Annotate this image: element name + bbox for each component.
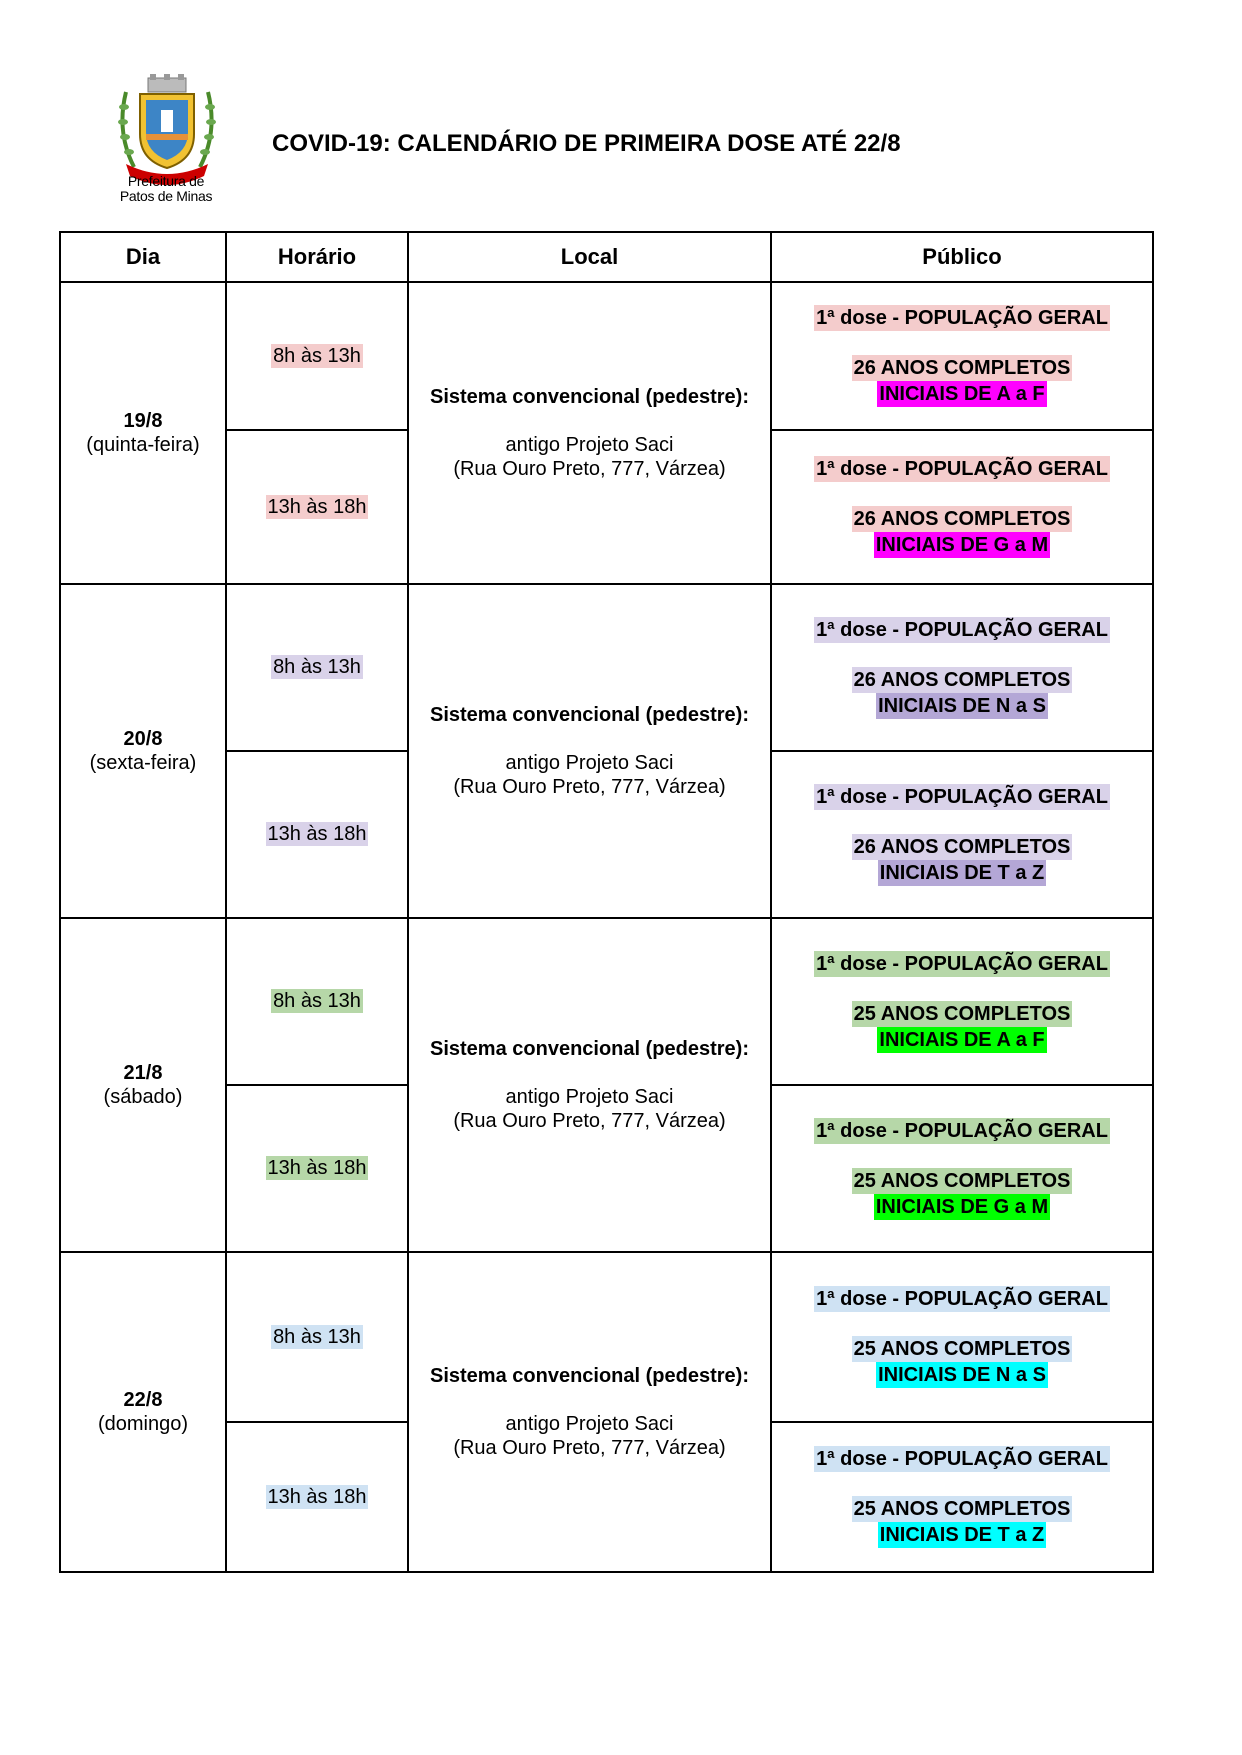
location-cell	[408, 282, 771, 584]
dose-label: 1ª dose - POPULAÇÃO GERAL	[816, 785, 1108, 808]
age-label: 26 ANOS COMPLETOS	[853, 835, 1071, 858]
dose-label: 1ª dose - POPULAÇÃO GERAL	[816, 1288, 1108, 1310]
day-cell	[60, 918, 226, 1252]
audience-cell	[771, 1085, 1153, 1252]
location-name: antigo Projeto Saci	[505, 751, 674, 774]
day-weekday: (sexta-feira)	[89, 752, 197, 774]
location-address: (Rua Ouro Preto, 777, Várzea)	[453, 457, 726, 480]
day-cell	[60, 584, 226, 918]
age-label: 25 ANOS COMPLETOS	[853, 1169, 1071, 1192]
audience-cell	[771, 282, 1153, 430]
location-cell	[408, 584, 771, 918]
time-cell	[226, 1422, 408, 1572]
time-slot: 13h às 18h	[267, 823, 367, 845]
age-label: 26 ANOS COMPLETOS	[853, 508, 1071, 530]
time-slot: 13h às 18h	[267, 1485, 367, 1508]
table-row	[60, 1252, 1153, 1422]
location-system: Sistema convencional (pedestre):	[430, 1364, 749, 1387]
day-date: 22/8	[123, 1389, 163, 1411]
dose-label: 1ª dose - POPULAÇÃO GERAL	[816, 1448, 1108, 1470]
location-system: Sistema convencional (pedestre):	[430, 1037, 749, 1060]
time-slot: 8h às 13h	[273, 990, 361, 1012]
age-label: 25 ANOS COMPLETOS	[853, 1002, 1071, 1025]
time-slot: 8h às 13h	[273, 1325, 361, 1348]
audience-cell	[771, 751, 1153, 918]
audience-cell	[771, 584, 1153, 751]
dose-label: 1ª dose - POPULAÇÃO GERAL	[816, 952, 1108, 975]
dose-label: 1ª dose - POPULAÇÃO GERAL	[816, 618, 1108, 641]
initials-label: INICIAIS DE A a F	[879, 1028, 1045, 1051]
age-label: 25 ANOS COMPLETOS	[853, 1498, 1071, 1520]
initials-label: INICIAIS DE T a Z	[879, 861, 1045, 884]
location-cell	[408, 1252, 771, 1572]
column-header-local: Local	[408, 232, 771, 282]
day-cell	[60, 1252, 226, 1572]
column-header-dia: Dia	[60, 232, 226, 282]
day-cell	[60, 282, 226, 584]
dose-label: 1ª dose - POPULAÇÃO GERAL	[816, 307, 1108, 329]
time-cell	[226, 918, 408, 1085]
time-slot: 13h às 18h	[267, 1157, 367, 1179]
audience-cell	[771, 918, 1153, 1085]
age-label: 26 ANOS COMPLETOS	[853, 357, 1071, 379]
table-row	[60, 918, 1153, 1085]
location-cell	[408, 918, 771, 1252]
location-address: (Rua Ouro Preto, 777, Várzea)	[453, 1109, 726, 1132]
day-weekday: (sábado)	[103, 1086, 183, 1108]
location-address: (Rua Ouro Preto, 777, Várzea)	[453, 775, 726, 798]
dose-label: 1ª dose - POPULAÇÃO GERAL	[816, 458, 1108, 480]
time-cell	[226, 282, 408, 430]
time-slot: 8h às 13h	[273, 656, 361, 678]
audience-cell	[771, 430, 1153, 584]
day-date: 20/8	[123, 728, 163, 750]
location-name: antigo Projeto Saci	[505, 433, 674, 456]
column-header-horario: Horário	[226, 232, 408, 282]
time-cell	[226, 430, 408, 584]
location-system: Sistema convencional (pedestre):	[430, 385, 749, 408]
location-name: antigo Projeto Saci	[505, 1412, 674, 1435]
initials-label: INICIAIS DE G a M	[875, 534, 1049, 556]
time-cell	[226, 1252, 408, 1422]
table-row	[60, 282, 1153, 430]
day-date: 19/8	[123, 410, 163, 432]
location-name: antigo Projeto Saci	[505, 1085, 674, 1108]
audience-cell	[771, 1252, 1153, 1422]
day-weekday: (quinta-feira)	[86, 434, 200, 456]
location-address: (Rua Ouro Preto, 777, Várzea)	[453, 1436, 726, 1459]
time-cell	[226, 584, 408, 751]
time-slot: 8h às 13h	[273, 344, 361, 367]
logo-caption-line1: Prefeitura de	[127, 173, 205, 189]
logo-caption	[96, 174, 236, 204]
time-cell	[226, 1085, 408, 1252]
time-cell	[226, 751, 408, 918]
initials-label: INICIAIS DE N a S	[878, 694, 1046, 717]
day-date: 21/8	[123, 1062, 163, 1084]
page-title: COVID-19: CALENDÁRIO DE PRIMEIRA DOSE ATÉ 22/8	[272, 130, 901, 157]
initials-label: INICIAIS DE N a S	[878, 1364, 1046, 1386]
time-slot: 13h às 18h	[267, 495, 367, 518]
dose-label: 1ª dose - POPULAÇÃO GERAL	[816, 1119, 1108, 1142]
initials-label: INICIAIS DE G a M	[875, 1195, 1049, 1218]
table-row	[60, 584, 1153, 751]
age-label: 25 ANOS COMPLETOS	[853, 1338, 1071, 1360]
logo-caption-line2: Patos de Minas	[119, 188, 213, 204]
initials-label: INICIAIS DE A a F	[879, 383, 1045, 405]
table-header-row	[60, 232, 1153, 282]
age-label: 26 ANOS COMPLETOS	[853, 668, 1071, 691]
initials-label: INICIAIS DE T a Z	[879, 1524, 1045, 1546]
day-weekday: (domingo)	[97, 1413, 189, 1435]
schedule-table	[59, 231, 1154, 1573]
audience-cell	[771, 1422, 1153, 1572]
column-header-publico: Público	[771, 232, 1153, 282]
location-system: Sistema convencional (pedestre):	[430, 703, 749, 726]
